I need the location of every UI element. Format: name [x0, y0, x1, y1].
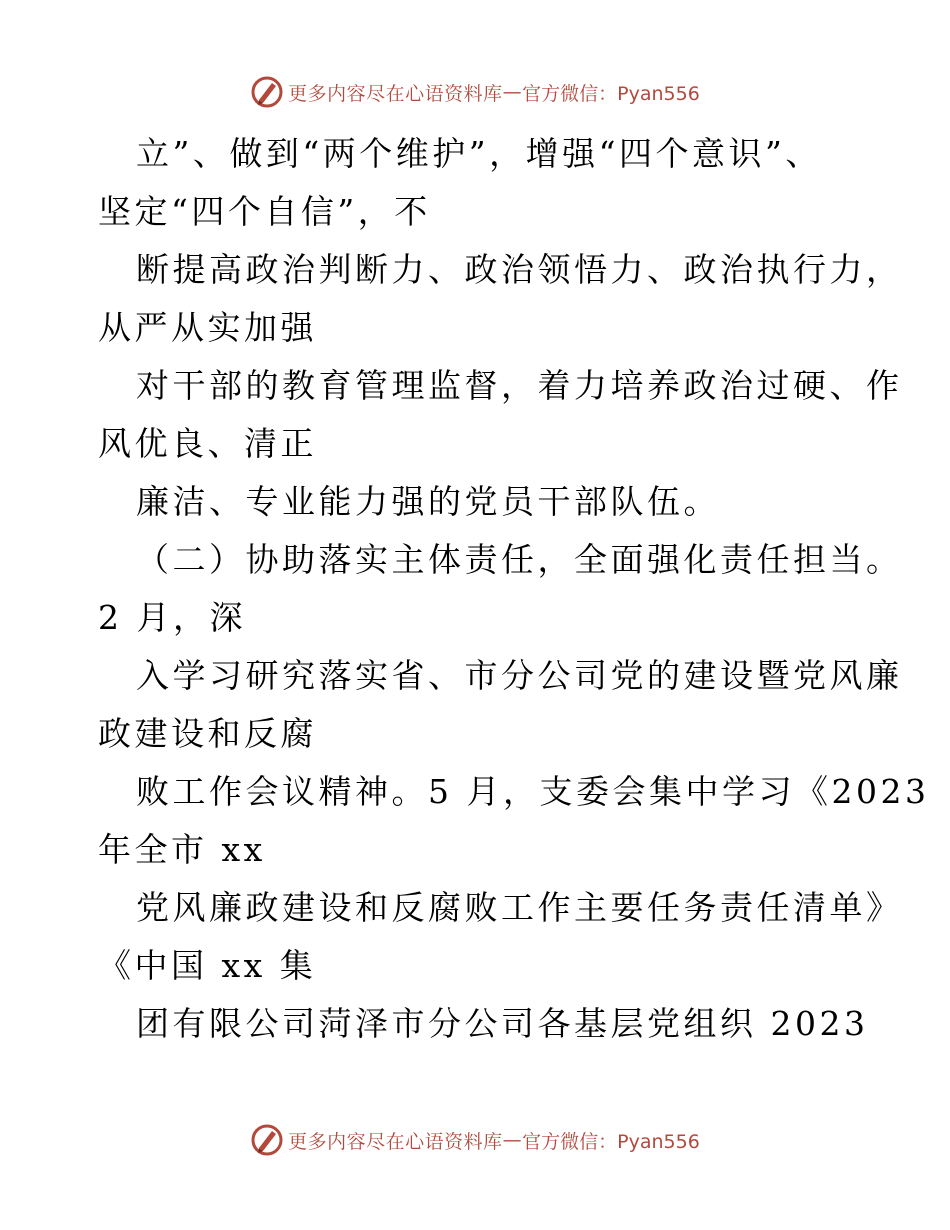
watermark-header — [0, 72, 950, 112]
watermark-separator: — — [502, 81, 523, 103]
document-body — [98, 125, 930, 1053]
text-line: 入学习研究落实省、市分公司党的建设暨党风廉 — [136, 656, 903, 695]
text-line: 坚定“四个自信”，不 — [98, 192, 431, 231]
watermark-contact: 官方微信：Pyan556 — [522, 1130, 700, 1153]
text-line: 对干部的教育管理监督，着力培养政治过硬、作 — [136, 366, 903, 405]
watermark-contact: 官方微信：Pyan556 — [522, 82, 700, 105]
text-line: 年全市 xx — [98, 830, 266, 869]
text-line: 党风廉政建设和反腐败工作主要任务责任清单》 — [136, 888, 903, 927]
text-line: 团有限公司菏泽市分公司各基层党组织 2023 — [136, 1004, 869, 1043]
watermark-brand: 更多内容尽在心语资料库 — [288, 82, 503, 105]
pen-logo-icon — [250, 1123, 284, 1157]
text-line: 立”、做到“两个维护”，增强“四个意识”、 — [136, 134, 822, 173]
text-line: 政建设和反腐 — [98, 714, 317, 753]
text-line: 从严从实加强 — [98, 308, 317, 347]
watermark-separator: — — [502, 1129, 523, 1151]
pen-logo-icon — [250, 75, 284, 109]
watermark-footer — [0, 1120, 950, 1160]
text-line: 败工作会议精神。5 月，支委会集中学习《2023 — [136, 772, 930, 811]
text-line: 风优良、清正 — [98, 424, 317, 463]
text-line: 2 月，深 — [98, 598, 246, 637]
text-line: 廉洁、专业能力强的党员干部队伍。 — [136, 482, 720, 521]
text-line: 《中国 xx 集 — [98, 946, 317, 985]
text-line: （二）协助落实主体责任，全面强化责任担当。 — [136, 540, 903, 579]
watermark-brand: 更多内容尽在心语资料库 — [288, 1130, 503, 1153]
text-line: 断提高政治判断力、政治领悟力、政治执行力， — [136, 250, 903, 289]
